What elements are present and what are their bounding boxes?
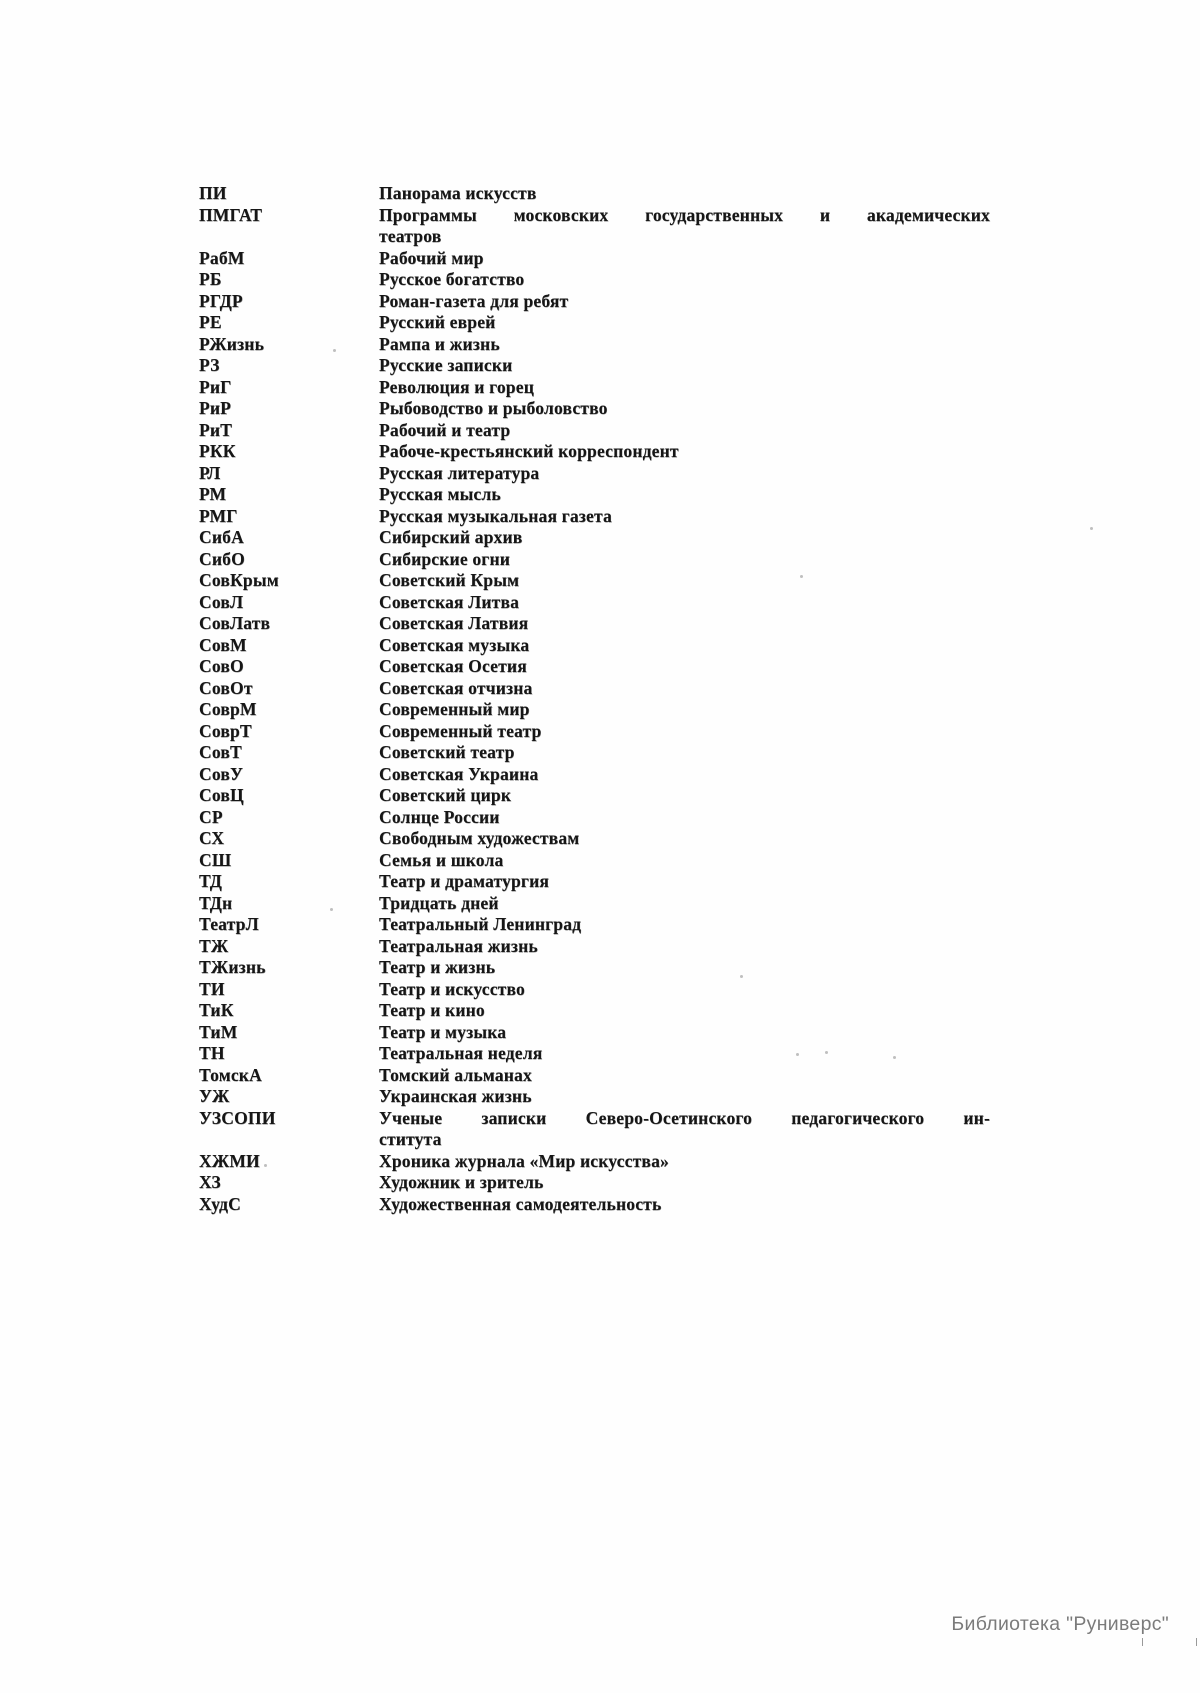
abbreviation: ТН bbox=[199, 1043, 225, 1063]
description-line: Украинская жизнь bbox=[379, 1086, 532, 1106]
description bbox=[379, 291, 990, 313]
description-line: Рабочий мир bbox=[379, 247, 484, 268]
list-item bbox=[199, 914, 991, 936]
abbreviation: РМ bbox=[199, 484, 227, 504]
scan-speck bbox=[330, 908, 333, 911]
list-item bbox=[199, 957, 991, 979]
list-item bbox=[199, 871, 991, 893]
description-line: Театр и драматургия bbox=[379, 871, 550, 891]
description-line: Театр и музыка bbox=[379, 1021, 507, 1042]
description bbox=[379, 979, 990, 1001]
description bbox=[379, 1151, 990, 1173]
list-item bbox=[199, 1151, 991, 1173]
abbreviation: УЗСОПИ bbox=[199, 1107, 276, 1128]
description-line: Программы московских государственных и академических bbox=[379, 204, 990, 225]
list-item bbox=[199, 506, 991, 528]
scan-speck bbox=[893, 1056, 896, 1059]
description-line: Русские записки bbox=[379, 355, 513, 375]
description-line: Театральная неделя bbox=[379, 1043, 543, 1063]
list-item bbox=[199, 549, 991, 571]
description-line: Роман-газета для ребят bbox=[379, 290, 569, 311]
abbreviation: ХудС bbox=[199, 1193, 241, 1214]
list-item bbox=[199, 484, 991, 506]
abbreviation: ПИ bbox=[199, 183, 227, 203]
description-line: Современный мир bbox=[379, 699, 530, 719]
description-line: Русский еврей bbox=[379, 312, 496, 332]
description-line: Советский цирк bbox=[379, 785, 512, 805]
description-line: Панорама искусств bbox=[379, 183, 537, 203]
description-line: Рабоче-крестьянский корреспондент bbox=[379, 441, 679, 461]
description-line: Русское богатство bbox=[379, 269, 525, 289]
list-item bbox=[199, 1172, 991, 1194]
description bbox=[379, 484, 990, 506]
description bbox=[379, 334, 990, 356]
abbreviation: СовОт bbox=[199, 677, 253, 698]
list-item bbox=[199, 721, 991, 743]
list-item bbox=[199, 1108, 991, 1151]
library-watermark: Библиотека "Руниверс" bbox=[951, 1613, 1169, 1635]
list-item bbox=[199, 312, 991, 334]
scan-speck bbox=[796, 1053, 799, 1056]
scan-speck bbox=[800, 575, 803, 578]
list-item bbox=[199, 527, 991, 549]
abbreviation: СовЛ bbox=[199, 591, 244, 612]
list-item bbox=[199, 334, 991, 356]
list-item bbox=[199, 377, 991, 399]
abbreviation: РЗ bbox=[199, 355, 220, 375]
list-item bbox=[199, 1194, 991, 1216]
description-line: Сибирские огни bbox=[379, 548, 511, 569]
abbreviation: РЛ bbox=[199, 462, 221, 483]
description bbox=[379, 828, 990, 850]
abbreviation: СовО bbox=[199, 656, 244, 676]
abbreviation: РЖизнь bbox=[199, 333, 265, 354]
abbreviation: ТЖизнь bbox=[199, 957, 266, 977]
list-item bbox=[199, 355, 991, 377]
description-line: Русская мысль bbox=[379, 484, 501, 504]
description bbox=[379, 871, 990, 893]
description bbox=[379, 248, 990, 270]
description-line: Семья и школа bbox=[379, 849, 504, 870]
list-item bbox=[199, 592, 991, 614]
description bbox=[379, 893, 990, 915]
list-item bbox=[199, 291, 991, 313]
abbreviation: СовКрым bbox=[199, 570, 279, 590]
description-line: Советская Украина bbox=[379, 763, 539, 784]
list-item bbox=[199, 248, 991, 270]
description bbox=[379, 1086, 990, 1108]
abbreviation: РГДР bbox=[199, 290, 243, 311]
description bbox=[379, 205, 990, 248]
list-item bbox=[199, 785, 991, 807]
description bbox=[379, 506, 990, 528]
description-line: Советская музыка bbox=[379, 634, 530, 655]
description-line: Рыбоводство и рыболовство bbox=[379, 398, 608, 418]
description bbox=[379, 1022, 990, 1044]
abbreviation: СХ bbox=[199, 828, 225, 848]
description bbox=[379, 592, 990, 614]
description bbox=[379, 1172, 990, 1194]
description bbox=[379, 269, 990, 291]
scan-tick bbox=[1196, 1638, 1197, 1646]
list-item bbox=[199, 979, 991, 1001]
abbreviation: СовЛатв bbox=[199, 613, 271, 633]
list-item bbox=[199, 613, 991, 635]
description-line: Советская Осетия bbox=[379, 656, 527, 676]
description-line: Хроника журнала «Мир искусства» bbox=[379, 1150, 669, 1171]
description-line: Современный театр bbox=[379, 720, 542, 741]
description-line: Театральная жизнь bbox=[379, 935, 538, 956]
list-item bbox=[199, 1022, 991, 1044]
scan-speck bbox=[1090, 527, 1093, 530]
abbreviation: РБ bbox=[199, 269, 222, 289]
abbreviation: СовУ bbox=[199, 763, 244, 784]
scan-speck bbox=[264, 1164, 267, 1167]
abbreviation: ХЖМИ bbox=[199, 1150, 260, 1171]
abbreviation: ТиМ bbox=[199, 1021, 238, 1042]
scan-tick bbox=[1142, 1638, 1143, 1646]
list-item bbox=[199, 678, 991, 700]
abbreviation: ПМГАТ bbox=[199, 204, 263, 225]
description bbox=[379, 914, 990, 936]
description bbox=[379, 785, 990, 807]
description bbox=[379, 1000, 990, 1022]
description bbox=[379, 1043, 990, 1065]
list-item bbox=[199, 420, 991, 442]
description bbox=[379, 1108, 990, 1151]
description-line: Русская музыкальная газета bbox=[379, 505, 612, 526]
list-item bbox=[199, 936, 991, 958]
description bbox=[379, 936, 990, 958]
abbreviation: УЖ bbox=[199, 1086, 230, 1106]
description bbox=[379, 441, 990, 463]
abbreviation: РабМ bbox=[199, 247, 245, 268]
abbreviation: СР bbox=[199, 806, 223, 827]
description bbox=[379, 656, 990, 678]
description bbox=[379, 420, 990, 442]
description-line: Театр и искусство bbox=[379, 978, 525, 999]
abbreviation: СоврТ bbox=[199, 720, 252, 741]
list-item bbox=[199, 764, 991, 786]
description bbox=[379, 678, 990, 700]
list-item bbox=[199, 269, 991, 291]
abbreviation: СибА bbox=[199, 527, 244, 547]
abbreviation: ТеатрЛ bbox=[199, 914, 259, 934]
abbreviation: СовЦ bbox=[199, 785, 244, 805]
description bbox=[379, 377, 990, 399]
description-line: Советская Литва bbox=[379, 591, 520, 612]
abbreviation: ТЖ bbox=[199, 935, 229, 956]
list-item bbox=[199, 893, 991, 915]
description bbox=[379, 807, 990, 829]
description bbox=[379, 1065, 990, 1087]
abbreviation: ТИ bbox=[199, 978, 225, 999]
list-item bbox=[199, 398, 991, 420]
description bbox=[379, 850, 990, 872]
scan-speck bbox=[825, 1051, 828, 1054]
list-item bbox=[199, 635, 991, 657]
description-line: Советский Крым bbox=[379, 570, 520, 590]
list-item bbox=[199, 183, 991, 205]
description bbox=[379, 635, 990, 657]
description bbox=[379, 355, 990, 377]
description bbox=[379, 613, 990, 635]
description-line: Солнце России bbox=[379, 806, 500, 827]
abbreviation: СШ bbox=[199, 849, 232, 870]
description bbox=[379, 549, 990, 571]
description-line: Художественная самодеятельность bbox=[379, 1193, 662, 1214]
abbreviation: СовМ bbox=[199, 634, 247, 655]
description-line: ститута bbox=[379, 1129, 442, 1149]
list-item bbox=[199, 1086, 991, 1108]
description bbox=[379, 183, 990, 205]
abbreviation: СовТ bbox=[199, 742, 242, 762]
description-line: Театр и жизнь bbox=[379, 957, 496, 977]
abbreviation: РиР bbox=[199, 398, 232, 418]
description bbox=[379, 699, 990, 721]
description-line: Революция и горец bbox=[379, 376, 534, 397]
scan-speck bbox=[333, 349, 336, 352]
list-item bbox=[199, 656, 991, 678]
list-item bbox=[199, 1043, 991, 1065]
description-line: Советская отчизна bbox=[379, 677, 533, 698]
abbreviation: РМГ bbox=[199, 505, 238, 526]
abbreviation: СибО bbox=[199, 548, 245, 569]
description-line: театров bbox=[379, 226, 442, 246]
description bbox=[379, 957, 990, 979]
description bbox=[379, 764, 990, 786]
description-line: Советский театр bbox=[379, 742, 515, 762]
description-line: Томский альманах bbox=[379, 1064, 532, 1085]
list-item bbox=[199, 850, 991, 872]
abbreviation: ТДн bbox=[199, 892, 233, 913]
list-item bbox=[199, 205, 991, 248]
list-item bbox=[199, 1065, 991, 1087]
list-item bbox=[199, 1000, 991, 1022]
description bbox=[379, 570, 990, 592]
description-line: Сибирский архив bbox=[379, 527, 523, 547]
abbreviation: РКК bbox=[199, 441, 236, 461]
list-item bbox=[199, 570, 991, 592]
abbreviation: ХЗ bbox=[199, 1172, 221, 1192]
description bbox=[379, 463, 990, 485]
description-line: Ученые записки Северо-Осетинского педагогического ин- bbox=[379, 1107, 990, 1128]
description-line: Советская Латвия bbox=[379, 613, 529, 633]
abbreviation: СоврМ bbox=[199, 699, 257, 719]
description bbox=[379, 1194, 990, 1216]
description-line: Русская литература bbox=[379, 462, 540, 483]
list-item bbox=[199, 828, 991, 850]
description bbox=[379, 721, 990, 743]
description-line: Свободным художествам bbox=[379, 828, 580, 848]
abbreviation: РЕ bbox=[199, 312, 222, 332]
description-line: Театр и кино bbox=[379, 1000, 485, 1020]
list-item bbox=[199, 463, 991, 485]
description-line: Художник и зритель bbox=[379, 1172, 544, 1192]
scan-speck bbox=[740, 975, 743, 978]
description-line: Тридцать дней bbox=[379, 892, 499, 913]
abbreviation: ТомскА bbox=[199, 1064, 262, 1085]
description-line: Рабочий и театр bbox=[379, 419, 511, 440]
description bbox=[379, 527, 990, 549]
abbreviation: РиТ bbox=[199, 419, 233, 440]
list-item bbox=[199, 441, 991, 463]
list-item bbox=[199, 742, 991, 764]
description bbox=[379, 312, 990, 334]
description-line: Рампа и жизнь bbox=[379, 333, 500, 354]
list-item bbox=[199, 699, 991, 721]
list-item bbox=[199, 807, 991, 829]
abbreviation-list bbox=[199, 183, 991, 1215]
description bbox=[379, 742, 990, 764]
abbreviation: ТД bbox=[199, 871, 223, 891]
abbreviation: ТиК bbox=[199, 1000, 234, 1020]
description-line: Театральный Ленинград bbox=[379, 914, 582, 934]
description bbox=[379, 398, 990, 420]
abbreviation: РиГ bbox=[199, 376, 232, 397]
